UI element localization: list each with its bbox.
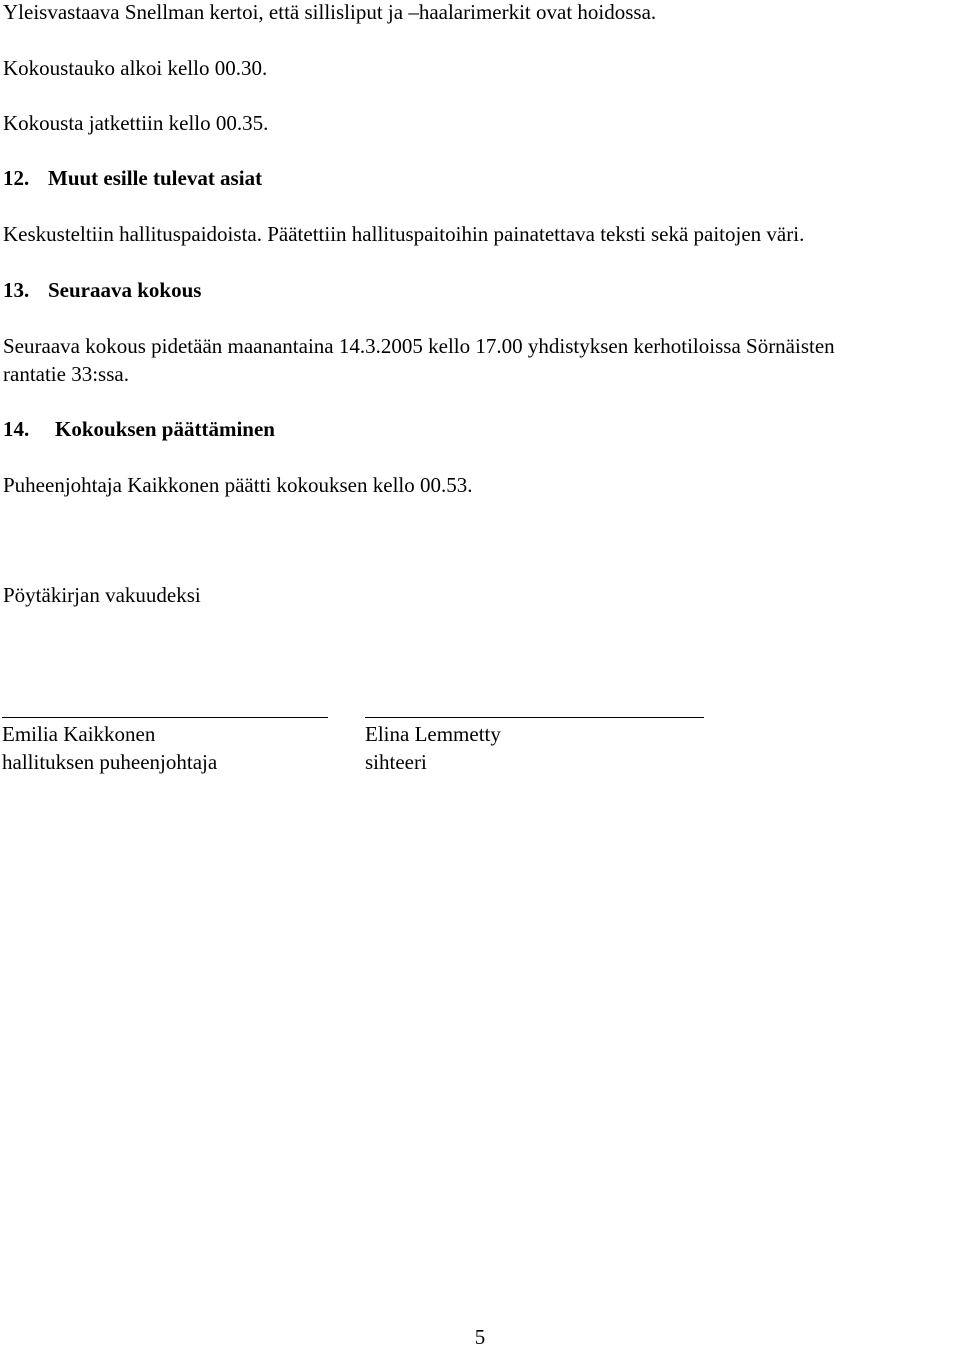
paragraph-break-end: Kokousta jatkettiin kello 00.35. bbox=[3, 111, 269, 135]
section-14-heading bbox=[3, 417, 275, 441]
paragraph-announcement: Yleisvastaava Snellman kertoi, että sillisliput ja –haalarimerkit ovat hoidossa. bbox=[3, 0, 657, 24]
section-13-title: Seuraava kokous bbox=[48, 278, 202, 302]
section-14-body: Puheenjohtaja Kaikkonen päätti kokouksen kello 00.53. bbox=[3, 473, 473, 497]
signature-role: sihteeri bbox=[365, 750, 427, 774]
signature-name: Elina Lemmetty bbox=[365, 722, 501, 746]
signature-line bbox=[365, 717, 704, 718]
section-12-title: Muut esille tulevat asiat bbox=[48, 166, 263, 190]
signature-name: Emilia Kaikkonen bbox=[2, 722, 156, 746]
signature-role: hallituksen puheenjohtaja bbox=[2, 750, 218, 774]
section-13-number: 13. bbox=[3, 278, 30, 302]
signature-block-secretary bbox=[365, 717, 704, 776]
section-14-number: 14. bbox=[3, 417, 30, 441]
attestation-text: Pöytäkirjan vakuudeksi bbox=[3, 583, 201, 607]
section-12-body: Keskusteltiin hallituspaidoista. Päätettiin hallituspaitoihin painatettava teksti sekä paitojen väri. bbox=[3, 222, 805, 246]
section-13-body-line-1: Seuraava kokous pidetään maanantaina 14.3.2005 kello 17.00 yhdistyksen kerhotiloissa Sörnäisten bbox=[3, 334, 835, 358]
section-12-heading bbox=[3, 166, 262, 190]
section-12-number: 12. bbox=[3, 166, 30, 190]
signature-line bbox=[2, 717, 328, 718]
signature-block-chair bbox=[2, 717, 328, 776]
section-14-title: Kokouksen päättäminen bbox=[55, 417, 275, 441]
section-13-body-line-2: rantatie 33:ssa. bbox=[3, 362, 129, 386]
page-number: 5 bbox=[474, 1325, 486, 1349]
section-13-heading bbox=[3, 278, 201, 302]
paragraph-break-start: Kokoustauko alkoi kello 00.30. bbox=[3, 56, 268, 80]
